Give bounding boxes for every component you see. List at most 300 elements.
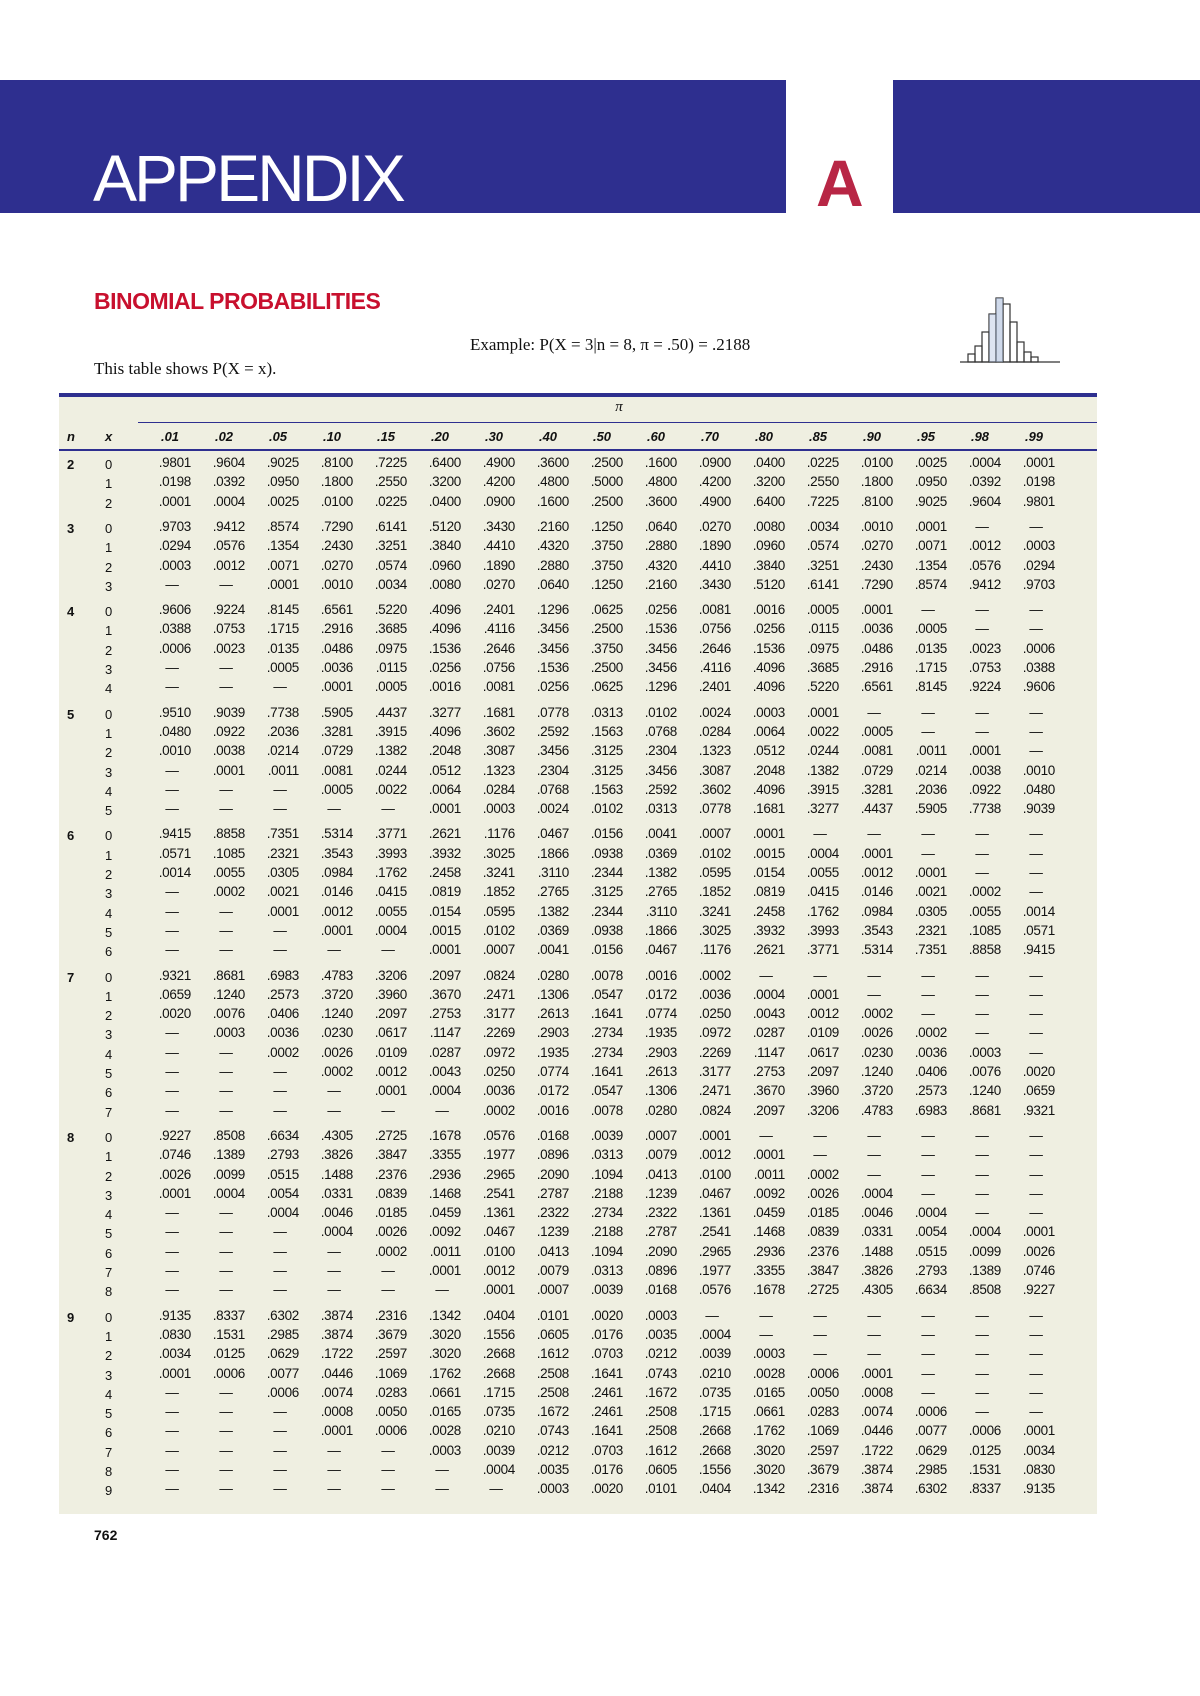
probability-cell: .9227 [1022, 1282, 1055, 1298]
probability-cell: .2985 [266, 1326, 299, 1342]
probability-cell: .0512 [752, 743, 785, 759]
probability-cell: — [921, 602, 935, 618]
probability-cell: .9039 [1022, 801, 1055, 817]
probability-cell: — [867, 704, 881, 720]
probability-cell: .0305 [266, 865, 299, 880]
probability-cell: .2597 [374, 1346, 407, 1362]
probability-cell: .1800 [320, 474, 353, 490]
probability-cell: .0256 [644, 602, 677, 618]
x-value: 1 [105, 1149, 113, 1165]
probability-cell: — [273, 942, 287, 958]
probability-cell: .1800 [860, 474, 893, 490]
probability-cell: .3355 [428, 1147, 461, 1163]
probability-cell: — [975, 1006, 989, 1022]
probability-cell: .2036 [266, 723, 299, 739]
probability-cell: .0001 [1022, 1224, 1055, 1240]
probability-cell: .0102 [590, 801, 623, 817]
probability-cell: .2461 [590, 1384, 623, 1400]
probability-cell: .2090 [536, 1166, 569, 1182]
probability-cell: .0043 [428, 1064, 461, 1079]
probability-cell: .0008 [320, 1404, 353, 1420]
probability-cell: .1672 [536, 1404, 569, 1420]
probability-cell: .3874 [320, 1307, 353, 1323]
n-value: 5 [67, 706, 75, 722]
probability-cell: — [921, 1127, 935, 1143]
probability-cell: .2573 [266, 986, 299, 1002]
probability-cell: .0659 [1022, 1083, 1055, 1099]
probability-cell: — [219, 1083, 233, 1099]
table-row [59, 641, 1097, 660]
header-pi-10: .10 [322, 429, 342, 444]
probability-cell: .8508 [968, 1282, 1001, 1298]
probability-cell: — [813, 1346, 827, 1362]
probability-cell: .0006 [968, 1423, 1001, 1439]
probability-cell: .0003 [428, 1442, 461, 1458]
probability-cell: .0661 [428, 1384, 461, 1400]
probability-cell: .2344 [590, 865, 623, 880]
probability-cell: — [1029, 621, 1043, 637]
probability-cell: — [435, 1282, 449, 1298]
example-text: Example: P(X = 3|n = 8, π = .50) = .2188 [470, 335, 751, 354]
probability-cell: .3125 [590, 743, 623, 759]
probability-cell: .2471 [482, 986, 515, 1002]
probability-cell: .1296 [536, 602, 569, 618]
probability-cell: .0004 [266, 1205, 299, 1221]
probability-cell: .3200 [428, 474, 461, 490]
probability-cell: .1085 [968, 922, 1001, 938]
probability-cell: .1240 [860, 1064, 893, 1079]
probability-cell: — [435, 1481, 449, 1497]
probability-cell: .0413 [644, 1166, 677, 1182]
table-row [59, 455, 1097, 474]
probability-cell: .8574 [914, 576, 947, 592]
probability-cell: — [975, 723, 989, 739]
probability-cell: .0135 [914, 640, 947, 656]
probability-cell: .0661 [752, 1404, 785, 1420]
probability-cell: .2936 [752, 1243, 785, 1259]
probability-cell: .0007 [698, 826, 731, 842]
probability-cell: .0283 [374, 1384, 407, 1400]
x-value: 3 [105, 1027, 113, 1043]
probability-cell: .2541 [482, 1185, 515, 1201]
probability-cell: — [813, 1307, 827, 1323]
probability-cell: .1389 [212, 1147, 245, 1163]
probability-cell: .7738 [968, 801, 1001, 817]
probability-cell: .1681 [482, 704, 515, 720]
probability-cell: .5120 [752, 576, 785, 592]
probability-cell: .0064 [752, 723, 785, 739]
probability-cell: — [1029, 1025, 1043, 1041]
probability-cell: .8681 [968, 1102, 1001, 1118]
probability-cell: .0629 [266, 1346, 299, 1362]
probability-cell: — [381, 1263, 395, 1278]
probability-cell: — [219, 1243, 233, 1259]
probability-cell: .0625 [590, 679, 623, 695]
probability-cell: .0294 [1022, 557, 1055, 573]
probability-cell: .0001 [320, 1423, 353, 1439]
x-value: 1 [105, 725, 113, 741]
probability-cell: .6141 [374, 518, 407, 534]
probability-cell: — [1029, 1127, 1043, 1143]
table-row [59, 724, 1097, 743]
probability-cell: — [381, 1102, 395, 1118]
probability-cell: — [327, 1263, 341, 1278]
probability-cell: .0038 [968, 762, 1001, 778]
probability-cell: — [759, 967, 773, 983]
probability-cell: — [165, 1083, 179, 1099]
probability-cell: .9801 [158, 455, 191, 470]
probability-cell: .3750 [590, 538, 623, 554]
probability-cell: .0305 [914, 903, 947, 919]
probability-cell: .8508 [212, 1127, 245, 1143]
header-pi-99: .99 [1024, 429, 1044, 444]
probability-cell: .7225 [374, 455, 407, 470]
probability-cell: — [1029, 1006, 1043, 1022]
table-row [59, 494, 1097, 513]
probability-cell: .0256 [752, 621, 785, 637]
probability-cell: .4116 [699, 660, 731, 675]
probability-cell: .1866 [644, 922, 677, 938]
probability-cell: .0003 [644, 1307, 677, 1323]
probability-cell: .0595 [698, 865, 731, 880]
table-row [59, 865, 1097, 884]
x-value: 4 [105, 783, 113, 799]
appendix-title: APPENDIX [93, 141, 403, 215]
probability-cell: .0446 [860, 1423, 893, 1439]
probability-cell: .5220 [374, 602, 407, 618]
x-value: 1 [105, 1328, 113, 1344]
probability-cell: — [219, 1423, 233, 1439]
probability-cell: .0287 [428, 1044, 461, 1060]
probability-cell: .3720 [320, 986, 353, 1002]
probability-cell: .0001 [374, 1083, 407, 1099]
probability-cell: — [165, 1205, 179, 1221]
probability-cell: — [975, 1185, 989, 1201]
x-value: 1 [105, 540, 113, 556]
probability-cell: — [165, 1102, 179, 1118]
probability-cell: .0984 [860, 903, 893, 919]
probability-cell: .0629 [914, 1442, 947, 1458]
probability-cell: .1715 [698, 1404, 731, 1420]
probability-cell: .0011 [753, 1166, 785, 1182]
probability-cell: .0001 [752, 1147, 785, 1163]
x-value: 2 [105, 1008, 113, 1024]
probability-cell: .3960 [374, 986, 407, 1002]
probability-cell: .0547 [590, 986, 623, 1002]
probability-cell: .0054 [914, 1224, 947, 1240]
probability-cell: — [273, 1224, 287, 1240]
probability-cell: — [219, 1224, 233, 1240]
probability-cell: .0076 [968, 1064, 1001, 1079]
table-row [59, 1064, 1097, 1083]
probability-cell: .0028 [752, 1365, 785, 1381]
probability-cell: .0026 [860, 1025, 893, 1041]
probability-cell: — [921, 723, 935, 739]
probability-cell: .0001 [698, 1127, 731, 1143]
probability-cell: — [165, 1462, 179, 1477]
probability-cell: .0004 [374, 922, 407, 938]
probability-cell: .4410 [482, 538, 515, 554]
probability-cell: .1977 [698, 1263, 731, 1278]
probability-cell: .0026 [1022, 1243, 1055, 1259]
probability-cell: — [489, 1481, 503, 1497]
probability-cell: .0778 [536, 704, 569, 720]
probability-cell: .0250 [482, 1064, 515, 1079]
probability-cell: .7290 [320, 518, 353, 534]
probability-cell: .3456 [536, 621, 569, 637]
probability-cell: — [165, 1224, 179, 1240]
probability-cell: .0486 [320, 640, 353, 656]
probability-cell: .0574 [806, 538, 839, 554]
n-value: 3 [67, 520, 75, 536]
probability-cell: .9412 [968, 576, 1001, 592]
probability-cell: .2765 [536, 884, 569, 900]
probability-cell: — [273, 801, 287, 817]
probability-cell: — [705, 1307, 719, 1323]
header-pi-95: .95 [916, 429, 936, 444]
probability-cell: .3125 [590, 884, 623, 900]
probability-cell: .0467 [644, 942, 677, 958]
probability-cell: .6400 [428, 455, 461, 470]
probability-cell: .2500 [590, 493, 623, 509]
probability-cell: — [813, 1127, 827, 1143]
probability-cell: — [165, 903, 179, 919]
probability-cell: .3251 [374, 538, 407, 554]
probability-cell: .4320 [644, 557, 677, 573]
probability-cell: — [975, 518, 989, 534]
probability-cell: .2550 [374, 474, 407, 490]
probability-cell: .3915 [374, 723, 407, 739]
probability-cell: — [975, 1404, 989, 1420]
probability-cell: .1600 [644, 455, 677, 470]
table-row [59, 743, 1097, 762]
probability-cell: .0729 [320, 743, 353, 759]
x-value: 0 [105, 604, 113, 620]
probability-cell: .0230 [320, 1025, 353, 1041]
probability-cell: — [327, 801, 341, 817]
probability-cell: .0039 [590, 1282, 623, 1298]
probability-cell: .3110 [645, 903, 677, 919]
probability-cell: .0313 [590, 1147, 623, 1163]
probability-cell: .1762 [428, 1365, 461, 1381]
probability-cell: .2965 [482, 1166, 515, 1182]
probability-cell: .0001 [158, 493, 191, 509]
probability-cell: — [975, 1205, 989, 1221]
probability-cell: .5220 [806, 679, 839, 695]
table-row [59, 679, 1097, 698]
probability-cell: .5314 [860, 942, 893, 958]
probability-cell: .1147 [429, 1025, 461, 1041]
probability-cell: .2903 [536, 1025, 569, 1041]
probability-cell: .0081 [860, 743, 893, 759]
probability-cell: .0003 [158, 557, 191, 573]
probability-cell: .0039 [482, 1442, 515, 1458]
x-value: 1 [105, 476, 113, 492]
probability-cell: .1306 [644, 1083, 677, 1099]
table-row [59, 1083, 1097, 1102]
probability-cell: .3430 [482, 518, 515, 534]
probability-cell: .9703 [158, 518, 191, 534]
probability-cell: .2160 [644, 576, 677, 592]
probability-cell: .0039 [590, 1127, 623, 1143]
probability-cell: .1531 [968, 1462, 1001, 1477]
x-value: 6 [105, 1245, 113, 1261]
header-pi-30: .30 [484, 429, 504, 444]
probability-cell: .0011 [915, 743, 947, 759]
probability-cell: .1250 [590, 518, 623, 534]
x-value: 5 [105, 1066, 113, 1081]
probability-cell: .4096 [428, 723, 461, 739]
probability-cell: .0404 [698, 1481, 731, 1497]
probability-cell: — [921, 1147, 935, 1163]
probability-cell: .2787 [644, 1224, 677, 1240]
probability-cell: — [273, 1462, 287, 1477]
probability-cell: .0043 [752, 1006, 785, 1022]
probability-cell: .6302 [266, 1307, 299, 1323]
probability-cell: .0839 [374, 1185, 407, 1201]
probability-cell: .0313 [590, 1263, 623, 1278]
x-value: 9 [105, 1483, 113, 1499]
x-value: 4 [105, 1386, 113, 1402]
probability-cell: .2734 [590, 1205, 623, 1221]
probability-cell: — [273, 1243, 287, 1259]
probability-cell: .0168 [536, 1127, 569, 1143]
probability-cell: — [1029, 1044, 1043, 1060]
probability-cell: .0214 [266, 743, 299, 759]
probability-cell: .0313 [590, 704, 623, 720]
probability-cell: .0972 [698, 1025, 731, 1041]
probability-cell: — [921, 1326, 935, 1342]
probability-cell: .2461 [590, 1404, 623, 1420]
probability-cell: .2550 [806, 474, 839, 490]
probability-cell: .0950 [266, 474, 299, 490]
probability-cell: .0270 [320, 557, 353, 573]
probability-cell: — [219, 942, 233, 958]
probability-cell: .1715 [266, 621, 299, 637]
probability-cell: .3679 [806, 1462, 839, 1477]
probability-cell: .9606 [1022, 679, 1055, 695]
probability-cell: .4116 [483, 621, 515, 637]
x-value: 4 [105, 1046, 113, 1062]
probability-cell: .3932 [428, 845, 461, 861]
probability-cell: .0165 [428, 1404, 461, 1420]
probability-cell: — [381, 801, 395, 817]
probability-cell: .0016 [536, 1102, 569, 1118]
probability-cell: .0743 [536, 1423, 569, 1439]
probability-cell: .1342 [752, 1481, 785, 1497]
probability-cell: .0256 [428, 660, 461, 675]
x-value: 2 [105, 1348, 113, 1364]
probability-cell: — [381, 942, 395, 958]
probability-cell: .0001 [158, 1365, 191, 1381]
probability-cell: .7351 [266, 826, 299, 842]
probability-cell: — [327, 942, 341, 958]
probability-cell: .3874 [860, 1462, 893, 1477]
probability-cell: .4410 [698, 557, 731, 573]
header-pi-15: .15 [376, 429, 396, 444]
probability-cell: .1323 [698, 743, 731, 759]
probability-cell: .0515 [266, 1166, 299, 1182]
probability-cell: .0012 [212, 557, 245, 573]
probability-cell: .0099 [212, 1166, 245, 1182]
probability-cell: .0576 [698, 1282, 731, 1298]
probability-cell: .0010 [320, 576, 353, 592]
probability-cell: .0034 [158, 1346, 191, 1362]
probability-cell: .1556 [482, 1326, 515, 1342]
probability-cell: .0270 [860, 538, 893, 554]
x-value: 4 [105, 905, 113, 921]
probability-cell: .0778 [698, 801, 731, 817]
probability-cell: .1536 [752, 640, 785, 656]
probability-cell: .2621 [752, 942, 785, 958]
probability-cell: .3020 [428, 1346, 461, 1362]
probability-cell: .0214 [914, 762, 947, 778]
probability-cell: .1094 [590, 1243, 623, 1259]
probability-cell: — [327, 1243, 341, 1259]
probability-cell: — [273, 922, 287, 938]
probability-cell: — [327, 1462, 341, 1477]
probability-cell: — [921, 704, 935, 720]
probability-cell: — [975, 1127, 989, 1143]
probability-cell: .0467 [536, 826, 569, 842]
n-value: 7 [67, 969, 75, 985]
probability-cell: .1094 [590, 1166, 623, 1182]
probability-cell: .0774 [644, 1006, 677, 1022]
probability-cell: .6141 [806, 576, 839, 592]
probability-cell: .2646 [698, 640, 731, 656]
probability-cell: .9039 [212, 704, 245, 720]
table-row [59, 474, 1097, 493]
probability-cell: .1488 [860, 1243, 893, 1259]
table-row [59, 1462, 1097, 1481]
probability-cell: .0050 [374, 1404, 407, 1420]
probability-cell: .0078 [590, 1102, 623, 1118]
probability-cell: .0972 [482, 1044, 515, 1060]
probability-cell: .9604 [968, 493, 1001, 509]
probability-cell: — [219, 1384, 233, 1400]
probability-cell: .5314 [320, 826, 353, 842]
probability-cell: — [165, 1481, 179, 1497]
probability-cell: .1612 [644, 1442, 677, 1458]
probability-cell: .0006 [374, 1423, 407, 1439]
probability-cell: .0984 [320, 865, 353, 880]
probability-cell: .4305 [320, 1127, 353, 1143]
probability-cell: .0005 [374, 679, 407, 695]
probability-cell: — [813, 967, 827, 983]
probability-cell: .0313 [644, 801, 677, 817]
probability-cell: .0039 [698, 1346, 731, 1362]
probability-cell: — [867, 826, 881, 842]
probability-cell: — [165, 1384, 179, 1400]
probability-cell: .0574 [374, 557, 407, 573]
probability-cell: — [1029, 602, 1043, 618]
probability-cell: .3281 [320, 723, 353, 739]
probability-cell: .3932 [752, 922, 785, 938]
probability-cell: .0168 [644, 1282, 677, 1298]
probability-cell: .0753 [212, 621, 245, 637]
probability-cell: .0080 [428, 576, 461, 592]
probability-cell: .2304 [536, 762, 569, 778]
header-x: x [105, 429, 113, 444]
probability-cell: — [1029, 845, 1043, 861]
probability-cell: .2269 [482, 1025, 515, 1041]
probability-cell: .2458 [428, 865, 461, 880]
probability-cell: .1342 [428, 1307, 461, 1323]
probability-cell: — [975, 1384, 989, 1400]
table-row [59, 968, 1097, 987]
probability-cell: .0250 [698, 1006, 731, 1022]
probability-cell: .0002 [968, 884, 1001, 900]
